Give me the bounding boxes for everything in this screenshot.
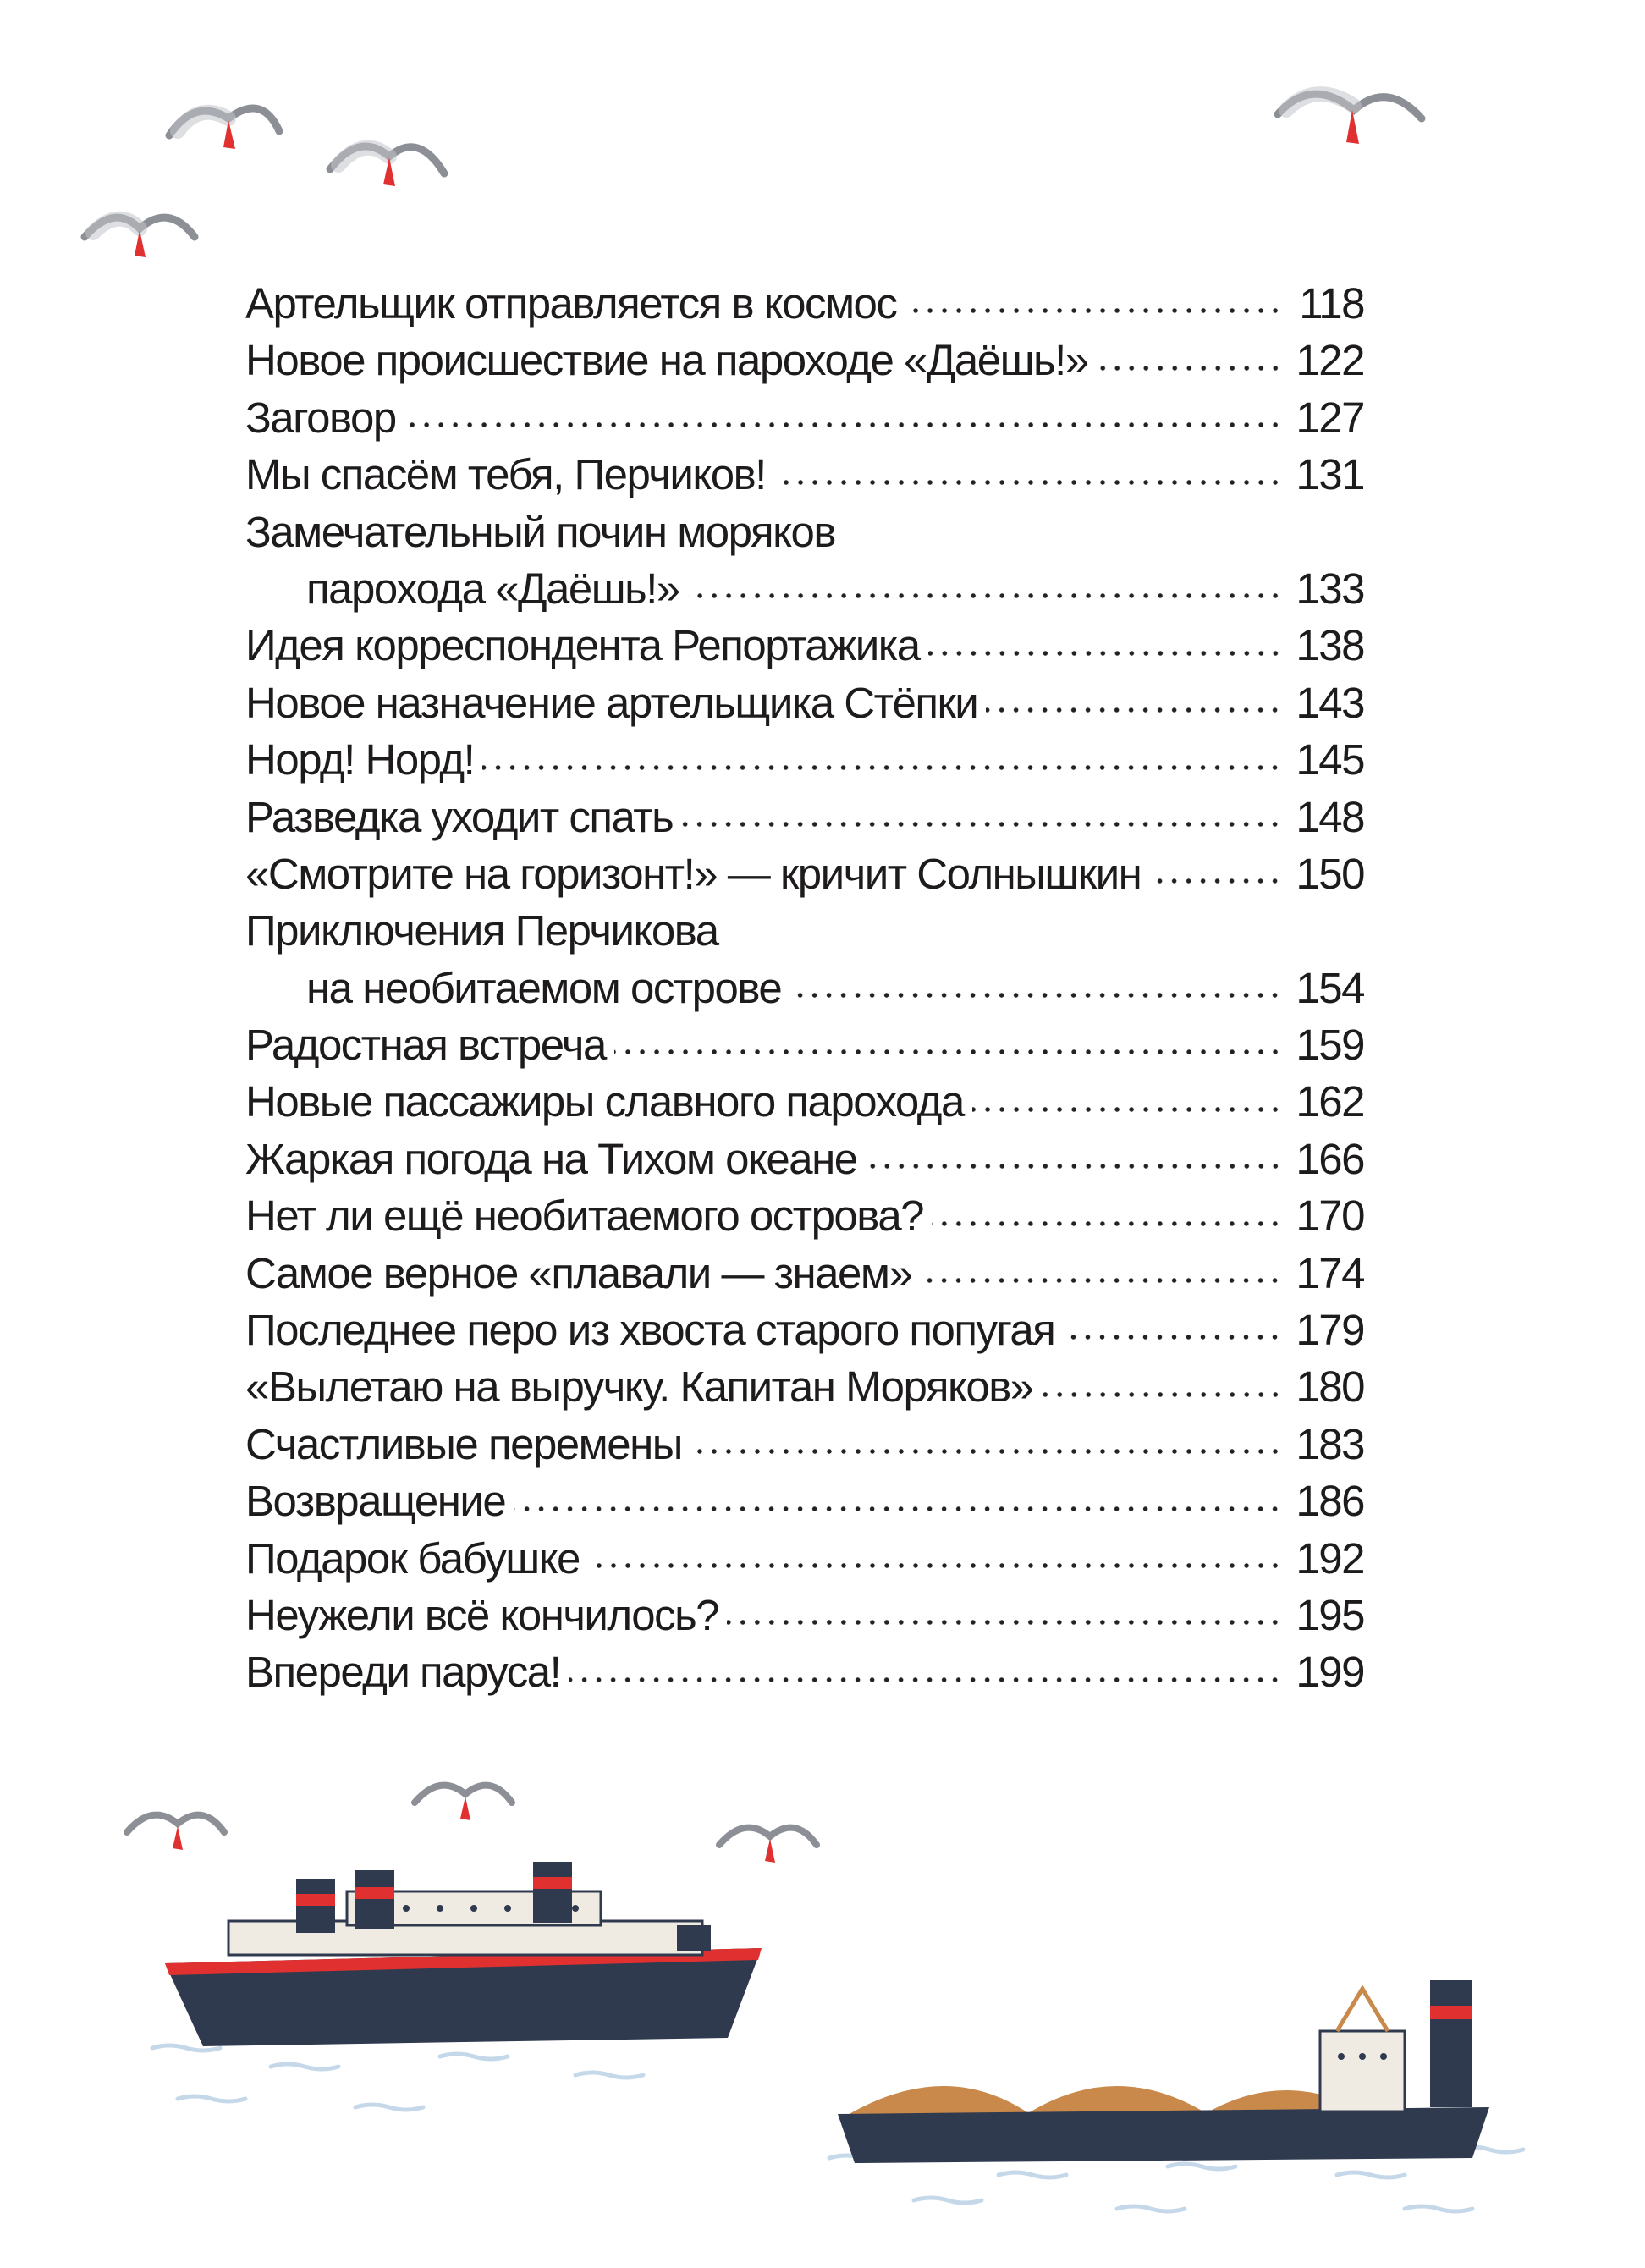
toc-entry-page: 192 — [1296, 1533, 1364, 1583]
toc-entry-page: 170 — [1296, 1192, 1364, 1241]
toc-entry-title: Разведка уходит спать — [245, 792, 674, 841]
toc-entry[interactable] — [245, 1416, 1364, 1473]
toc-entry-continuation[interactable] — [245, 560, 1364, 617]
toc-entry-page: 162 — [1296, 1077, 1364, 1126]
dot-leader — [614, 1046, 1283, 1058]
toc-entry-page: 133 — [1296, 564, 1364, 613]
toc-entry-title: Нет ли ещё необитаемого острова? — [245, 1192, 924, 1241]
toc-entry-page: 138 — [1296, 621, 1364, 670]
dot-leader — [404, 419, 1283, 431]
toc-entry[interactable] — [245, 1587, 1364, 1643]
toc-entry-title: Новое происшествие на пароходе «Даёшь!» — [245, 336, 1088, 385]
toc-entry-page: 199 — [1296, 1648, 1364, 1697]
ships-illustration — [102, 1752, 1557, 2226]
table-of-contents — [245, 275, 1364, 1701]
toc-entry-title: Приключения Перчикова — [245, 906, 718, 955]
toc-entry-title: Замечательный почин моряков — [245, 507, 835, 556]
toc-entry-page: 122 — [1296, 336, 1364, 385]
toc-entry-title: Подарок бабушке — [245, 1533, 580, 1583]
seagull-top-right-illustration — [1261, 72, 1447, 190]
toc-entry-page: 179 — [1296, 1306, 1364, 1355]
toc-entry[interactable] — [245, 674, 1364, 731]
toc-entry[interactable] — [245, 1302, 1364, 1358]
toc-entry-title: Мы спасём тебя, Перчиков! — [245, 450, 766, 499]
dot-leader — [727, 1616, 1282, 1628]
toc-entry-title: Идея корреспондента Репортажика — [245, 621, 920, 670]
dot-leader — [514, 1503, 1282, 1515]
toc-entry[interactable] — [245, 1473, 1364, 1529]
toc-entry-title: Заговор — [245, 393, 396, 442]
toc-entry[interactable] — [245, 1073, 1364, 1130]
toc-entry-continuation[interactable] — [245, 960, 1364, 1016]
toc-entry-title-continuation: парохода «Даёшь!» — [306, 564, 679, 613]
toc-entry-page: 148 — [1296, 792, 1364, 841]
dot-leader — [1063, 1331, 1282, 1343]
toc-entry-title: Артельщик отправляется в космос — [245, 279, 897, 328]
toc-entry[interactable] — [245, 617, 1364, 674]
toc-entry-title: Норд! Норд! — [245, 735, 475, 784]
toc-entry-title: Впереди паруса! — [245, 1648, 561, 1697]
toc-entry-page: 195 — [1296, 1590, 1364, 1639]
dot-leader — [1097, 362, 1283, 374]
toc-entry-title: Неужели всё кончилось? — [245, 1590, 719, 1639]
dot-leader — [972, 1104, 1283, 1115]
toc-entry-page: 154 — [1296, 963, 1364, 1012]
toc-entry-page: 186 — [1296, 1477, 1364, 1526]
dot-leader — [588, 1560, 1283, 1572]
dot-leader — [569, 1674, 1282, 1686]
toc-entry-page: 183 — [1296, 1419, 1364, 1468]
toc-entry-title: Самое верное «плавали — знаем» — [245, 1248, 912, 1297]
dot-leader — [905, 305, 1283, 317]
toc-entry[interactable] — [245, 1016, 1364, 1073]
toc-entry[interactable] — [245, 1530, 1364, 1587]
toc-entry-first-line[interactable] — [245, 902, 1364, 959]
dot-leader — [1042, 1389, 1283, 1401]
dot-leader — [932, 1218, 1282, 1230]
toc-entry-page: 180 — [1296, 1362, 1364, 1412]
dot-leader — [1149, 875, 1282, 887]
dot-leader — [789, 989, 1282, 1001]
toc-entry-title: «Вылетаю на выручку. Капитан Моряков» — [245, 1362, 1033, 1412]
toc-entry-title: Счастливые перемены — [245, 1419, 682, 1468]
toc-entry[interactable] — [245, 1131, 1364, 1187]
toc-entry[interactable] — [245, 446, 1364, 503]
toc-entry-page: 131 — [1296, 450, 1364, 499]
dot-leader — [928, 647, 1283, 659]
toc-entry[interactable] — [245, 789, 1364, 845]
dot-leader — [690, 1445, 1282, 1457]
toc-entry[interactable] — [245, 332, 1364, 388]
toc-entry-title: Жаркая погода на Тихом океане — [245, 1134, 857, 1183]
toc-entry-title: Последнее перо из хвоста старого попугая — [245, 1306, 1055, 1355]
toc-entry[interactable] — [245, 731, 1364, 788]
toc-entry-page: 143 — [1296, 678, 1364, 727]
toc-entry-page: 127 — [1296, 393, 1364, 442]
dot-leader — [866, 1160, 1283, 1172]
dot-leader — [920, 1274, 1282, 1286]
toc-entry-page: 159 — [1296, 1021, 1364, 1070]
dot-leader — [681, 818, 1282, 830]
toc-entry-title: «Смотрите на горизонт!» — кричит Солнышкин — [245, 849, 1142, 898]
toc-entry-page: 150 — [1296, 849, 1364, 898]
dot-leader — [774, 476, 1283, 488]
toc-entry[interactable] — [245, 845, 1364, 902]
toc-entry-title: Новое назначение артельщика Стёпки — [245, 678, 978, 727]
dot-leader — [688, 590, 1283, 602]
dot-leader — [986, 704, 1282, 716]
toc-entry[interactable] — [245, 275, 1364, 332]
toc-entry-title: Новые пассажиры славного парохода — [245, 1077, 964, 1126]
toc-entry-page: 118 — [1299, 279, 1364, 328]
steamship — [165, 1862, 762, 2046]
seagulls-top-left-illustration — [51, 42, 525, 296]
toc-entry[interactable] — [245, 1187, 1364, 1244]
toc-entry-page: 174 — [1296, 1248, 1364, 1297]
cargo-barge — [838, 1980, 1489, 2163]
toc-entry[interactable] — [245, 1245, 1364, 1302]
dot-leader — [482, 762, 1282, 773]
toc-entry-title: Возвращение — [245, 1477, 506, 1526]
toc-entry-page: 166 — [1296, 1134, 1364, 1183]
toc-entry-title: Радостная встреча — [245, 1021, 606, 1070]
toc-entry-page: 145 — [1296, 735, 1364, 784]
toc-entry[interactable] — [245, 389, 1364, 446]
toc-entry[interactable] — [245, 1643, 1364, 1700]
toc-entry[interactable] — [245, 1358, 1364, 1415]
toc-entry-title-continuation: на необитаемом острове — [306, 963, 782, 1012]
toc-entry-first-line[interactable] — [245, 504, 1364, 560]
